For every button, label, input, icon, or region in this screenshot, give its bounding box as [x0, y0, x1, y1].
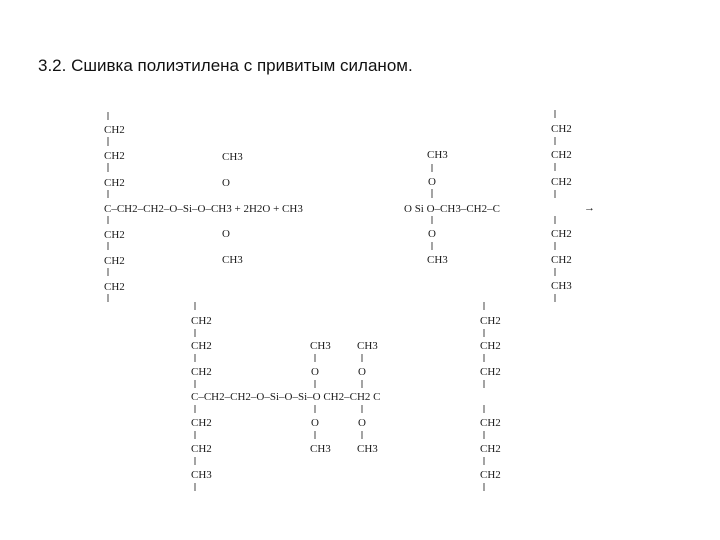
- reactant-backbone: C–CH2–CH2–O–Si–O–CH3 + 2H2O + CH3: [104, 203, 303, 215]
- partner-chain-bottom-1: CH2: [551, 228, 572, 240]
- reactant-chain-top-3: CH2: [104, 177, 125, 189]
- product-right-chain: [480, 302, 501, 491]
- product-right-bottom-2: CH2: [480, 443, 501, 455]
- product-chain-top-1: CH2: [191, 315, 212, 327]
- reactant-chain-top-2: CH2: [104, 150, 125, 162]
- product-chain-top-2: CH2: [191, 340, 212, 352]
- product-chain-top-3: CH2: [191, 366, 212, 378]
- product-right-top-1: CH2: [480, 315, 501, 327]
- partner-chain-bottom-2: CH2: [551, 254, 572, 266]
- product-right-bottom-3: CH2: [480, 469, 501, 481]
- product-chain-bottom-3: CH3: [191, 469, 212, 481]
- product-left-chain: [191, 302, 380, 491]
- partner-si-row: O Si O–CH3–CH2–C: [404, 203, 500, 215]
- reactant-si-top-ch3: CH3: [222, 151, 243, 163]
- reactant-si-bottom-ch3: CH3: [222, 254, 243, 266]
- reactant-chain-bottom-3: CH2: [104, 281, 125, 293]
- reactant-chain-bottom-1: CH2: [104, 229, 125, 241]
- partner-si-bottom-o: O: [428, 228, 436, 240]
- product-si1-top-o: O: [311, 366, 319, 378]
- partner-si-bottom-ch3: CH3: [427, 254, 448, 266]
- reactant-si-bottom-o: O: [222, 228, 230, 240]
- partner-chain-top-3: CH2: [551, 176, 572, 188]
- partner-chain-top-2: CH2: [551, 149, 572, 161]
- slide-title: 3.2. Сшивка полиэтилена с привитым силаном.: [38, 56, 413, 75]
- reactant-si-top-o: O: [222, 177, 230, 189]
- product-right-bottom-1: CH2: [480, 417, 501, 429]
- reactant-chain-top-1: CH2: [104, 124, 125, 136]
- product-si2-bottom-ch3: CH3: [357, 443, 378, 455]
- product-si1-bottom-o: O: [311, 417, 319, 429]
- product-right-top-3: CH2: [480, 366, 501, 378]
- reaction-arrow: →: [584, 202, 595, 214]
- product-chain-bottom-2: CH2: [191, 443, 212, 455]
- product-si1-bottom-ch3: CH3: [310, 443, 331, 455]
- partner-si-substituents: [404, 149, 500, 266]
- partner-si-top-o: O: [428, 176, 436, 188]
- product-si2-top-o: O: [358, 366, 366, 378]
- reactant-chain-bottom-2: CH2: [104, 255, 125, 267]
- product-right-top-2: CH2: [480, 340, 501, 352]
- product-backbone: C–CH2–CH2–O–Si–O–Si–O CH2–CH2 C: [191, 391, 381, 403]
- partner-chain-bottom-3: CH3: [551, 280, 572, 292]
- partner-right-chain: [551, 110, 595, 302]
- partner-si-top-ch3: CH3: [427, 149, 448, 161]
- product-si2-top-ch3: CH3: [357, 340, 378, 352]
- product-chain-bottom-1: CH2: [191, 417, 212, 429]
- product-si1-top-ch3: CH3: [310, 340, 331, 352]
- product-si2-bottom-o: O: [358, 417, 366, 429]
- reactant-left-chain: [104, 112, 303, 302]
- partner-chain-top-1: CH2: [551, 123, 572, 135]
